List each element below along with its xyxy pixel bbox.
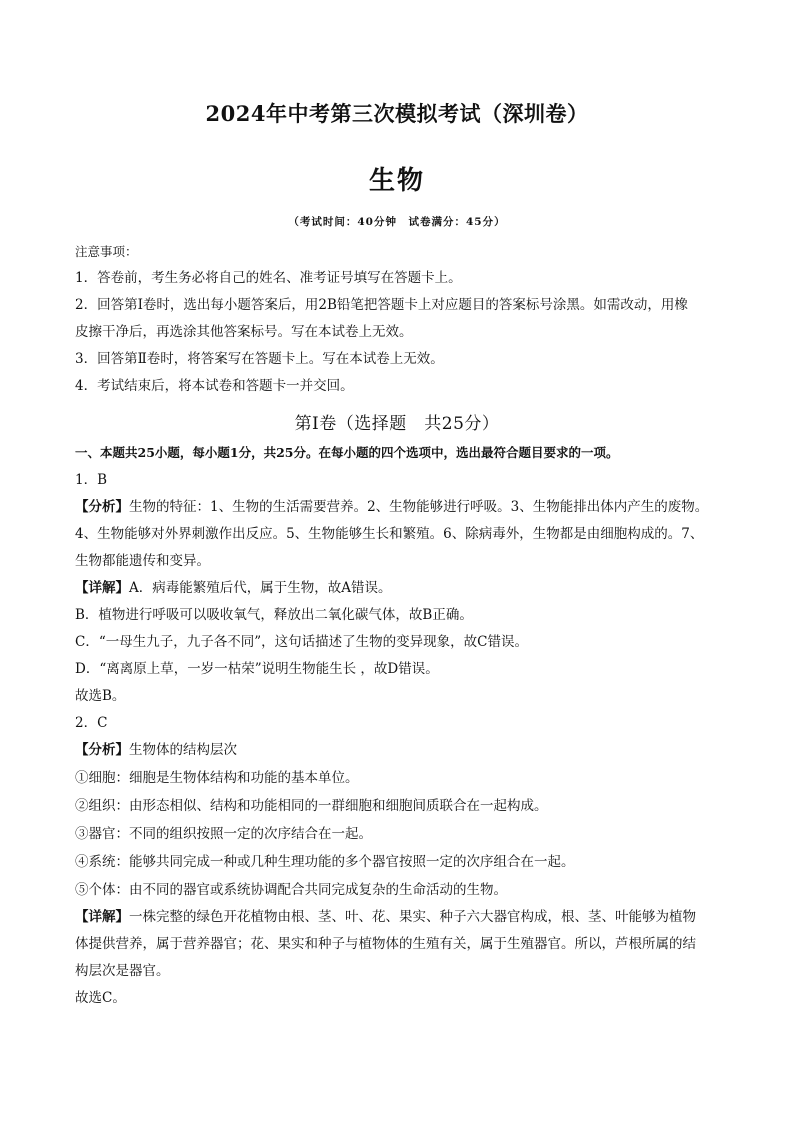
- q2-analysis-line: [75, 741, 725, 759]
- q2-analysis-line: ④系统：能够共同完成一种或几种生理功能的多个器官按照一定的次序组合在一起。: [75, 854, 575, 870]
- detail-tag: 【详解】: [75, 909, 129, 925]
- q1-detail-text: A．病毒能繁殖后代，属于生物，故A错误。: [129, 580, 392, 596]
- q2-detail-line: 构层次是器官。: [75, 963, 170, 979]
- notes-heading: 注意事项：: [75, 244, 138, 259]
- q1-analysis-text: 生物的特征：1、生物的生活需要营养。2、生物能够进行呼吸。3、生物能排出体内产生的废物。: [129, 499, 709, 515]
- q2-analysis-line: ①细胞：细胞是生物体结构和功能的基本单位。: [75, 770, 359, 786]
- q1-detail-line: D．“离离原上草，一岁一枯荣”说明生物能生长 ，故D错误。: [75, 661, 439, 677]
- detail-tag: 【详解】: [75, 580, 129, 596]
- q2-analysis-line: ③器官：不同的组织按照一定的次序结合在一起。: [75, 826, 372, 842]
- q1-answer: 1．B: [75, 472, 108, 488]
- note-item: 3．回答第Ⅱ卷时，将答案写在答题卡上。写在本试卷上无效。: [75, 351, 444, 367]
- subject-title: 生物: [368, 166, 425, 196]
- exam-info: （考试时间：40分钟 试卷满分：45分）: [288, 216, 506, 228]
- q2-answer: 2．C: [75, 715, 108, 731]
- analysis-tag: 【分析】: [75, 742, 129, 758]
- q2-analysis-line: ②组织：由形态相似、结构和功能相同的一群细胞和细胞间质联合在一起构成。: [75, 798, 548, 814]
- section-title: 第Ⅰ卷（选择题 共25分）: [294, 414, 500, 434]
- q2-detail-text: 一株完整的绿色开花植物由根、茎、叶、花、果实、种子六大器官构成，根、茎、叶能够为植物: [129, 909, 696, 925]
- q1-detail-line: [75, 579, 725, 597]
- note-item: 2．回答第Ⅰ卷时，选出每小题答案后，用2B铅笔把答题卡上对应题目的答案标号涂黑。如需改动，用橡: [75, 297, 688, 313]
- note-item: 皮擦干净后，再选涂其他答案标号。写在本试卷上无效。: [75, 324, 413, 340]
- q2-detail-line: 体提供营养，属于营养器官；花、果实和种子与植物体的生殖有关，属于生殖器官。所以，芦根所属的结: [75, 936, 696, 952]
- note-item: 4．考试结束后，将本试卷和答题卡一并交回。: [75, 378, 354, 394]
- section-instruction: 一、本题共25小题，每小题1分，共25分。在每小题的四个选项中，选出最符合题目要求的一项。: [75, 445, 619, 460]
- q1-analysis-line: 生物都能遗传和变异。: [75, 553, 210, 569]
- q2-analysis-line: ⑤个体：由不同的器官或系统协调配合共同完成复杂的生命活动的生物。: [75, 882, 507, 898]
- q2-detail-line: [75, 908, 725, 926]
- q2-analysis-text: 生物体的结构层次: [129, 742, 237, 758]
- q1-detail-line: B．植物进行呼吸可以吸收氧气，释放出二氧化碳气体，故B正确。: [75, 607, 473, 623]
- exam-title: 2024年中考第三次模拟考试（深圳卷）: [205, 101, 589, 126]
- q2-conclusion: 故选C。: [75, 990, 126, 1006]
- analysis-tag: 【分析】: [75, 499, 129, 515]
- q1-analysis-line: [75, 498, 725, 516]
- q1-conclusion: 故选B。: [75, 688, 126, 704]
- q1-detail-line: C．“一母生九子，九子各不同”，这句话描述了生物的变异现象，故C错误。: [75, 634, 528, 650]
- note-item: 1．答卷前，考生务必将自己的姓名、准考证号填写在答题卡上。: [75, 270, 462, 286]
- q1-analysis-line: 4、生物能够对外界刺激作出反应。5、生物能够生长和繁殖。6、除病毒外，生物都是由细胞构成的。7、: [75, 526, 704, 542]
